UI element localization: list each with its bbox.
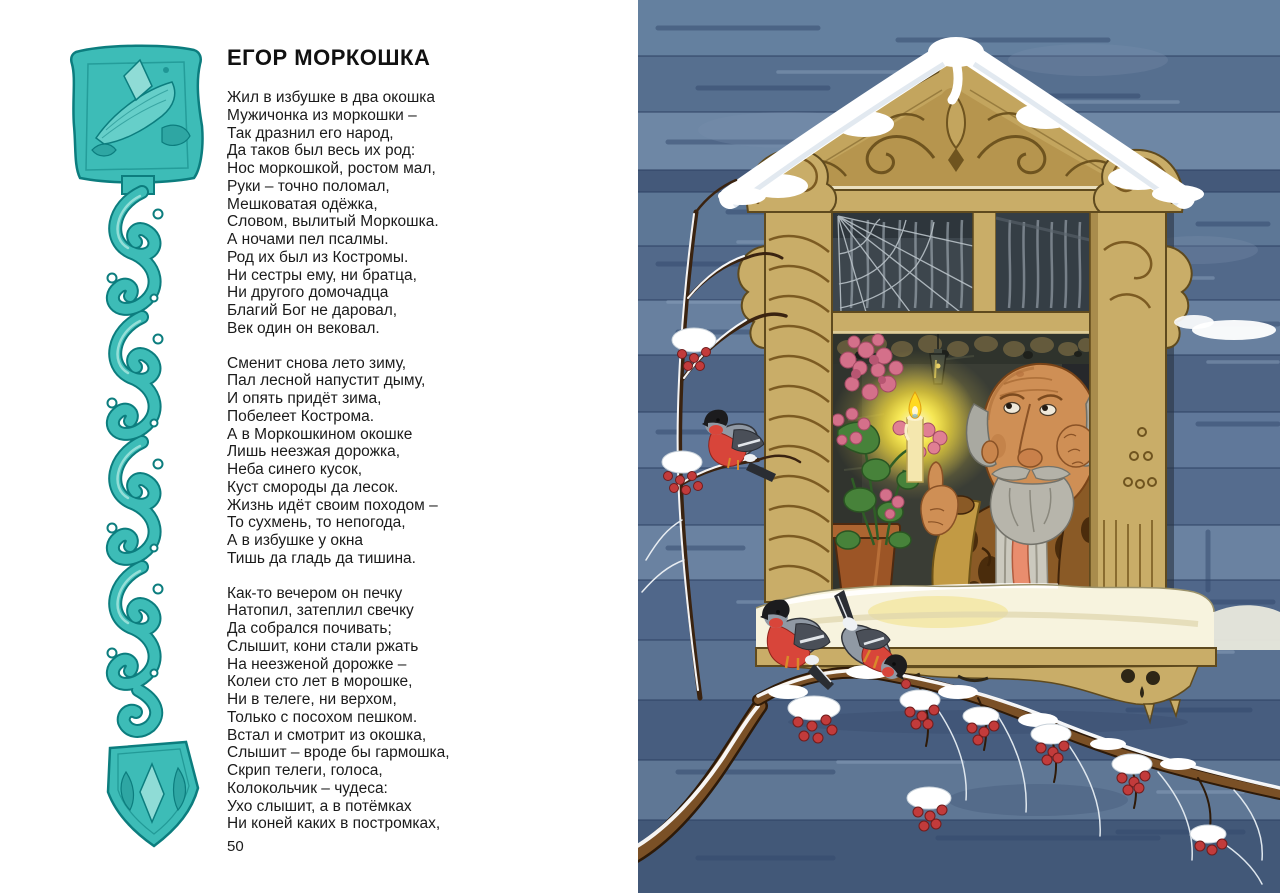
poem-line: Да собрался почивать;: [227, 620, 392, 637]
poem-line: Колеи сто лет в морошке,: [227, 673, 413, 691]
poem-line: Сменит снова лето зиму,: [227, 354, 407, 372]
poem-line: Ни в телеге, ни верхом,: [227, 691, 397, 708]
poem-line: Куст смороды да лесок.: [227, 478, 399, 496]
poem-line: На неезженой дорожке –: [227, 655, 407, 673]
poem-line: Мужичонка из моркошки –: [227, 106, 417, 124]
poem-line: Слышит – вроде бы гармошка,: [227, 744, 450, 762]
poem-line: Слышит, кони стали ржать: [227, 637, 419, 655]
right-page: [638, 0, 1280, 893]
poem-line: Пал лесной напустит дыму,: [227, 372, 426, 390]
carved-wood-ornament: [66, 42, 206, 852]
poem-line: А в избушке у окна: [227, 532, 364, 549]
window-interior: [830, 212, 1113, 610]
poem-line: А в Моркошкином окошке: [227, 425, 413, 443]
poem-line: И опять придёт зима,: [227, 390, 382, 407]
poem-line: Род их был из Костромы.: [227, 248, 409, 266]
left-page: [0, 0, 638, 893]
page-number: 50: [227, 838, 244, 855]
poem-line: Скрип телеги, голоса,: [227, 762, 383, 779]
poem-line: Век один он вековал.: [227, 319, 380, 337]
poem-line: Нос моркошкой, ростом мал,: [227, 160, 436, 177]
poem-line: Ухо слышит, а в потёмках: [227, 797, 412, 815]
illustration-old-man-at-winter-window: [638, 0, 1280, 893]
poem-line: Мешковатая одёжка,: [227, 195, 378, 213]
candle-stick: [907, 418, 923, 482]
poem-line: Да таков был весь их род:: [227, 142, 416, 160]
poem-line: Жизнь идёт своим походом –: [227, 496, 438, 514]
poem-line: Встал и смотрит из окошка,: [227, 726, 427, 744]
poem-line: Тишь да гладь да тишина.: [227, 549, 416, 567]
poem-line: Ни другого домочадца: [227, 284, 389, 302]
poem: [227, 46, 627, 850]
ornament-top-block: [71, 46, 202, 183]
poem-line: Ни коней каких в постромках,: [227, 815, 441, 833]
poem-stanza: [227, 585, 627, 834]
poem-stanza: [227, 355, 627, 568]
poem-line: А ночами пел псалмы.: [227, 231, 389, 248]
poem-line: Неба синего кусок,: [227, 461, 363, 478]
poem-line: Натопил, затеплил свечку: [227, 602, 414, 620]
poem-line: Руки – точно поломал,: [227, 177, 390, 195]
poem-line: Колокольчик – чудеса:: [227, 779, 388, 797]
window-transom-bar: [832, 312, 1090, 334]
poem-line: Ни сестры ему, ни братца,: [227, 266, 417, 284]
poem-line: То сухмень, то непогода,: [227, 514, 406, 532]
poem-line: Как-то вечером он печку: [227, 584, 403, 602]
poem-title: ЕГОР МОРКОШКА: [227, 45, 431, 70]
poem-line: Жил в избушке в два окошка: [227, 89, 436, 106]
poem-line: Только с посохом пешком.: [227, 708, 418, 726]
poem-line: Побелеет Кострома.: [227, 407, 375, 425]
window-mullion: [973, 212, 996, 312]
poem-line: Так дразнил его народ,: [227, 124, 394, 142]
ornament-bottom-pendant: [108, 742, 198, 846]
sill-board: [756, 648, 1216, 666]
poem-stanza: [227, 89, 627, 338]
poem-line: Лишь неезжая дорожка,: [227, 443, 401, 461]
ornament-scroll-stem: [108, 176, 163, 731]
poem-line: Словом, вылитый Моркошка.: [227, 213, 439, 231]
poem-line: Благий Бог не даровал,: [227, 302, 398, 319]
